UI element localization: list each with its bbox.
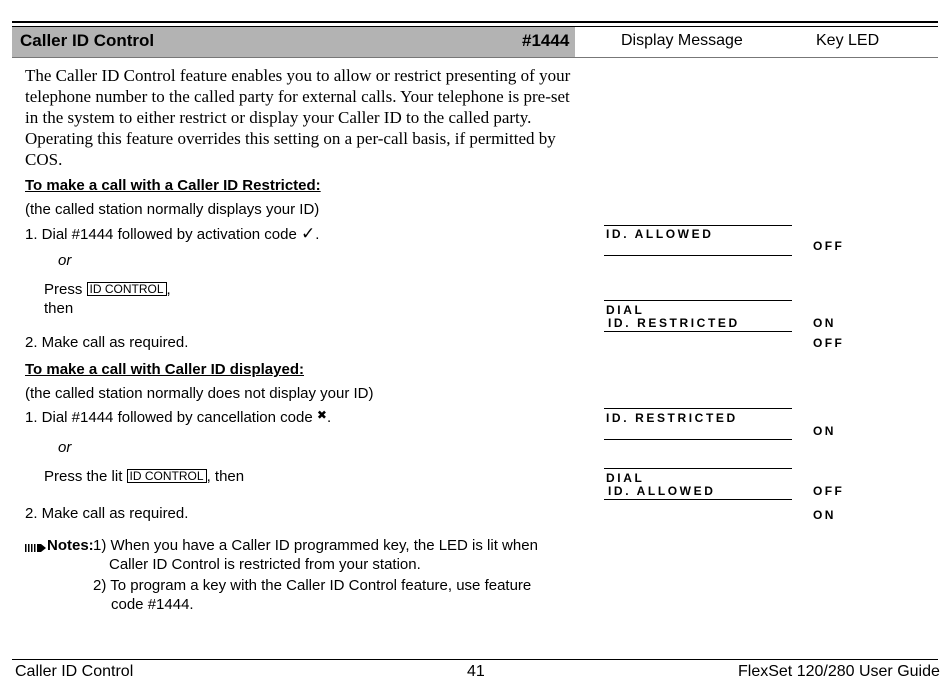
press-lit-text: Press the lit xyxy=(44,468,123,485)
display-msg-dial-2: DIAL xyxy=(606,471,645,485)
page-number: 41 xyxy=(467,663,485,680)
footer-rule xyxy=(12,659,938,660)
led-state: ON xyxy=(813,424,836,438)
led-state: OFF xyxy=(813,336,845,350)
note-1-line-1: 1) When you have a Caller ID programmed key, the LED is lit when xyxy=(93,537,538,554)
intro-paragraph: The Caller ID Control feature enables you to allow or restrict presenting of your telephone number to the called party for external calls. Your telephone is pre-set in the system to either restrict or display your Caller ID to the called party. Operating this feature overrides this setting on a per-call basis, if permitted by COS. xyxy=(25,66,571,169)
header-underline xyxy=(12,57,938,58)
press-line-restricted: Press ID CONTROL , xyxy=(44,281,171,298)
led-state: ON xyxy=(813,508,836,522)
led-state: OFF xyxy=(813,239,845,253)
display-line xyxy=(604,439,792,440)
step1-restricted-text: 1. Dial #1444 followed by activation code xyxy=(25,226,297,243)
note-2-line-1: 2) To program a key with the Caller ID Control feature, use feature xyxy=(93,577,532,594)
section-heading-displayed: To make a call with Caller ID displayed: xyxy=(25,361,304,378)
top-rule-thick xyxy=(12,21,938,23)
column-header-display: Display Message xyxy=(621,32,743,49)
display-line xyxy=(604,499,792,500)
section-note-displayed: (the called station normally does not display your ID) xyxy=(25,385,374,402)
display-line xyxy=(604,300,792,301)
section-note-restricted: (the called station normally displays your ID) xyxy=(25,201,320,218)
page-title: Caller ID Control xyxy=(20,31,155,50)
notes-label: Notes: xyxy=(47,537,94,554)
checkmark-icon: ✓ xyxy=(301,224,316,244)
cross-icon: ✖ xyxy=(316,408,327,422)
footer-left: Caller ID Control xyxy=(15,663,134,680)
step2-restricted: 2. Make call as required. xyxy=(25,334,189,351)
display-msg-dial: DIAL xyxy=(606,303,645,317)
or-label: or xyxy=(58,252,72,269)
display-line xyxy=(604,408,792,409)
display-line xyxy=(604,468,792,469)
press-text: Press xyxy=(44,281,83,298)
note-1-line-2: Caller ID Control is restricted from your station. xyxy=(109,556,421,573)
display-line xyxy=(604,255,792,256)
display-msg-id-allowed-2: ID. ALLOWED xyxy=(608,484,716,498)
display-msg-id-allowed: ID. ALLOWED xyxy=(606,227,714,241)
step1-restricted: 1. Dial #1444 followed by activation code ✓. xyxy=(25,224,320,244)
display-msg-id-restricted-2: ID. RESTRICTED xyxy=(606,411,738,425)
step2-displayed: 2. Make call as required. xyxy=(25,505,189,522)
column-header-led: Key LED xyxy=(816,32,880,49)
or-label-2: or xyxy=(58,439,72,456)
section-heading-restricted: To make a call with a Caller ID Restricted: xyxy=(25,177,321,194)
step1-displayed: 1. Dial #1444 followed by cancellation code ✖. xyxy=(25,408,332,426)
step1-displayed-text: 1. Dial #1444 followed by cancellation code xyxy=(25,409,313,426)
display-line xyxy=(604,225,792,226)
footer-right: FlexSet 120/280 User Guide xyxy=(738,663,940,680)
note-2-line-2: code #1444. xyxy=(111,596,194,613)
then-label: then xyxy=(44,300,74,317)
press-line-displayed xyxy=(44,468,244,485)
led-state: OFF xyxy=(813,484,845,498)
then-text: , then xyxy=(206,468,245,485)
display-line xyxy=(604,331,792,332)
led-state: ON xyxy=(813,316,836,330)
id-control-key-lit[interactable]: ID CONTROL xyxy=(127,469,207,483)
notes-arrow-icon xyxy=(25,540,47,550)
feature-code: #1444 xyxy=(522,31,570,50)
display-msg-id-restricted: ID. RESTRICTED xyxy=(608,316,740,330)
id-control-key[interactable]: ID CONTROL xyxy=(87,282,167,296)
